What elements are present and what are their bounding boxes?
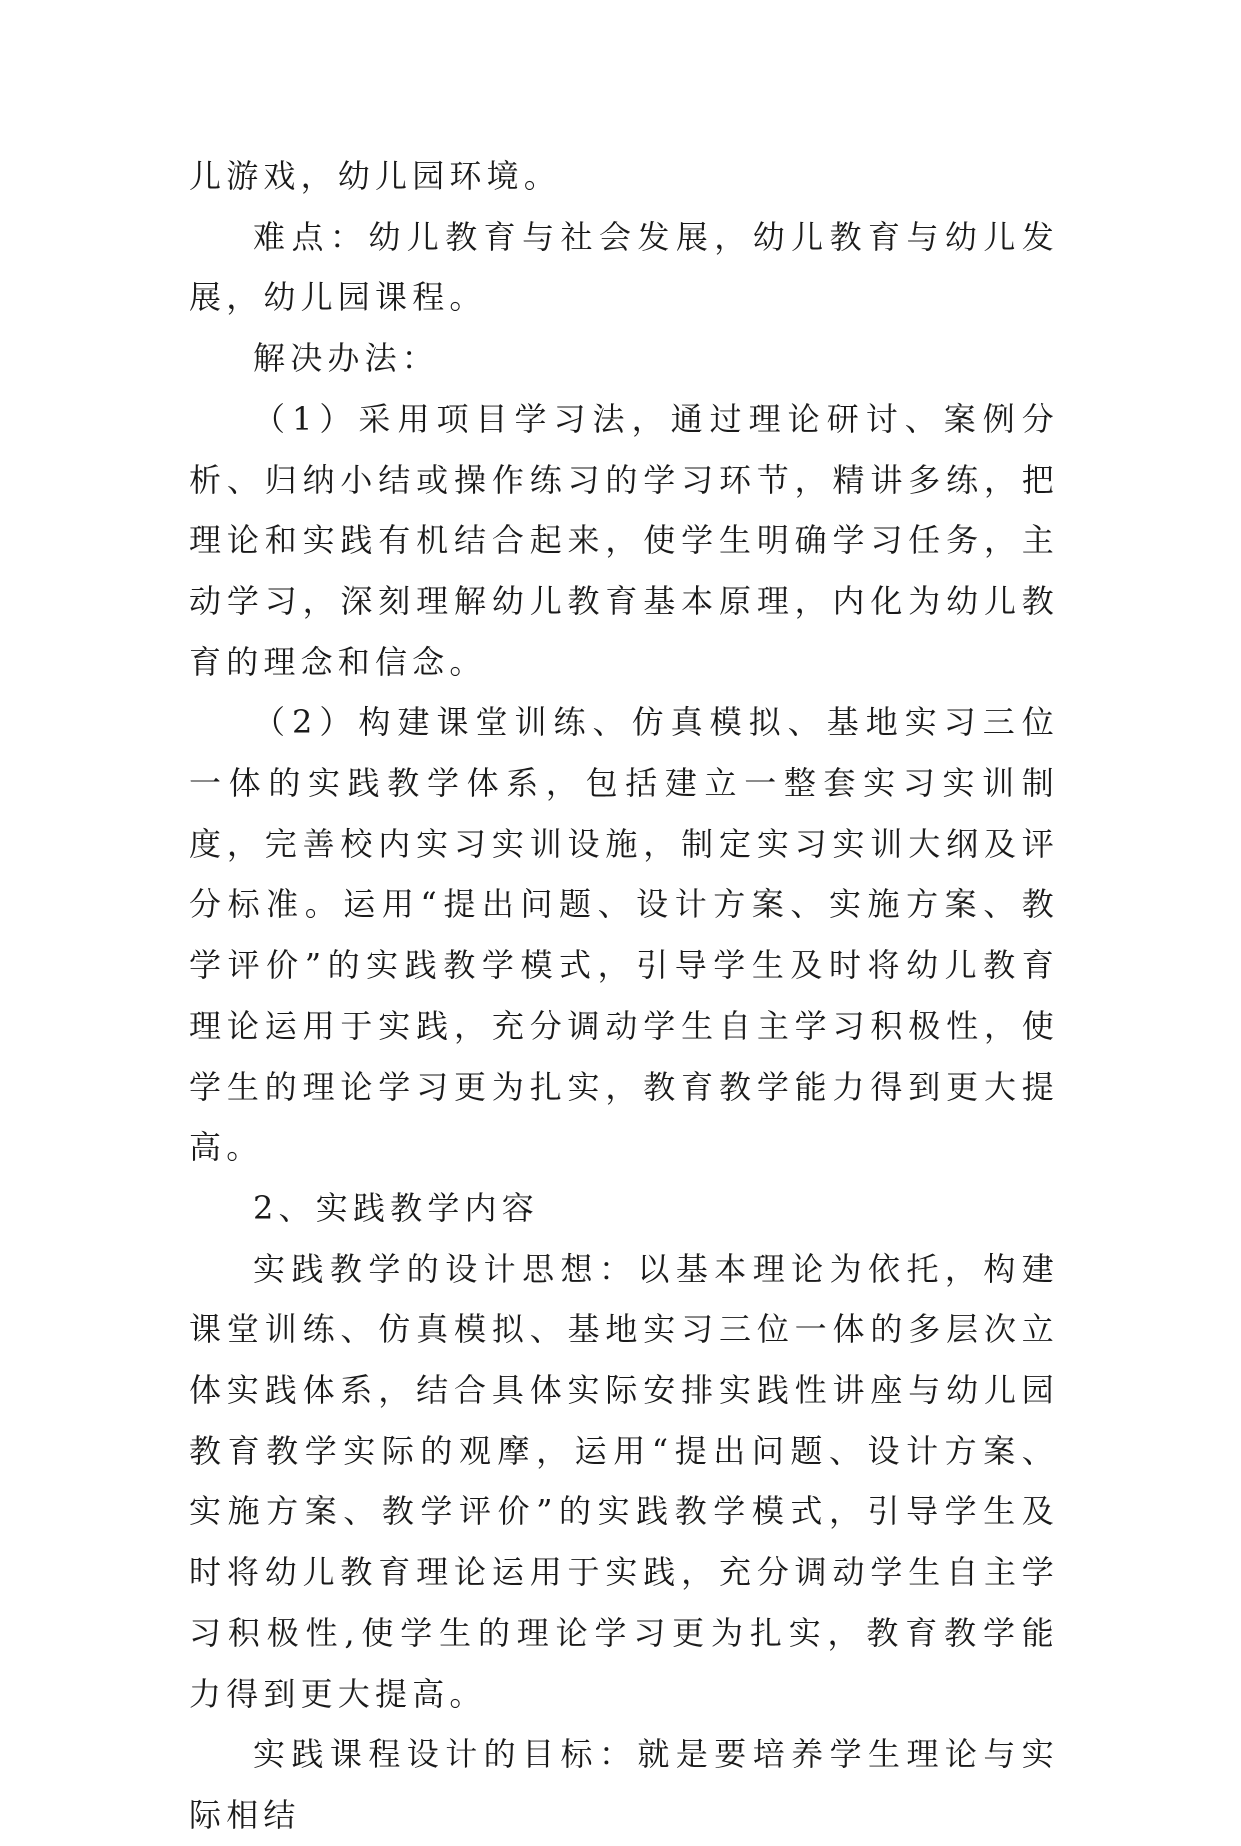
paragraph-solutions-heading: 解决办法：: [253, 339, 440, 378]
paragraph-difficulties: 难点：幼儿教育与社会发展，幼儿教育与幼儿发展，幼儿园课程。: [189, 217, 1059, 317]
paragraph-continuation: 儿游戏，幼儿园环境。: [189, 157, 562, 195]
paragraph-design-idea: 实践教学的设计思想：以基本理论为依托，构建课堂训练、仿真模拟、基地实习三位一体的多层次立体实践体系，结合具体实际安排实践性讲座与幼儿园教育教学实际的观摩，运用“提出问题、设计方案、实施方案、教学评价”的实践教学模式，引导学生及时将幼儿教育理论运用于实践，充分调动学生自主学习积极性,使学生的理论学习更为扎实，教育教学能力得到更大提高。: [189, 1249, 1059, 1713]
paragraph-solution-1: （1）采用项目学习法，通过理论研讨、案例分析、归纳小结或操作练习的学习环节，精讲多练，把理论和实践有机结合起来，使学生明确学习任务，主动学习，深刻理解幼儿教育基本原理，内化为幼儿教育的理念和信念。: [189, 399, 1059, 681]
section-heading-practice-content: 2、实践教学内容: [253, 1188, 539, 1227]
document-body: [189, 146, 1059, 1846]
paragraph-design-goal: 实践课程设计的目标：就是要培养学生理论与实际相结: [189, 1735, 1059, 1834]
paragraph-solution-2: （2）构建课堂训练、仿真模拟、基地实习三位一体的实践教学体系，包括建立一整套实习实训制度，完善校内实习实训设施，制定实习实训大纲及评分标准。运用“提出问题、设计方案、实施方案、教学评价”的实践教学模式，引导学生及时将幼儿教育理论运用于实践，充分调动学生自主学习积极性，使学生的理论学习更为扎实，教育教学能力得到更大提高。: [189, 703, 1059, 1167]
